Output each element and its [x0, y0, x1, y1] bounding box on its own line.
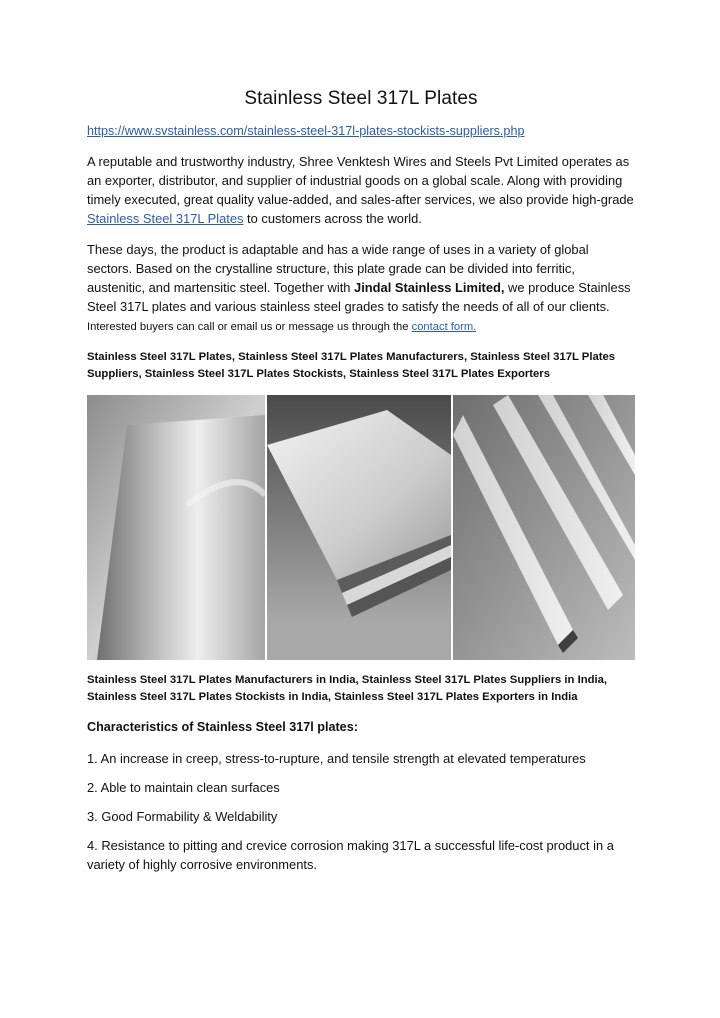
- page-title: Stainless Steel 317L Plates: [244, 88, 478, 109]
- plate-photo-2: [267, 395, 451, 660]
- characteristics-heading: Characteristics of Stainless Steel 317l plates:: [87, 720, 358, 734]
- plate-photo-3: [453, 395, 635, 660]
- list-item: 1. An increase in creep, stress-to-rupture, and tensile strength at elevated temperatures: [87, 751, 586, 766]
- uses-text: These days, the product is adaptable and has a wide range of uses in a variety of global sectors. Based on the crystalline structure, this plate grade can be divided into ferritic, austenitic, and martensitic steel. Together with: [87, 242, 589, 295]
- uses-paragraph: [87, 240, 635, 337]
- intro-paragraph: [87, 152, 635, 228]
- contact-form-link[interactable]: contact form.: [411, 321, 477, 333]
- keywords-block-1: Stainless Steel 317L Plates, Stainless Steel 317L Plates Manufacturers, Stainless Steel 317L Plates Suppliers, Stainless Steel 317L Plates Stockists, Stainless Steel 317L Plates Exporters: [87, 351, 616, 380]
- uses-text-continued: we produce Stainless Steel 317L plates and various stainless steel grades to satisfy the needs of all of our clients.: [87, 280, 631, 314]
- partner-name: Jindal Stainless Limited,: [354, 280, 505, 295]
- list-item: 4. Resistance to pitting and crevice corrosion making 317L a successful life-cost product in a variety of highly corrosive environments.: [87, 838, 614, 872]
- document-content: [87, 88, 635, 884]
- intro-text-end: to customers across the world.: [243, 211, 422, 226]
- list-item: 2. Able to maintain clean surfaces: [87, 780, 280, 795]
- contact-prompt: Interested buyers can call or email us or message us through the: [87, 321, 412, 333]
- product-image-strip: [87, 395, 635, 660]
- intro-text: A reputable and trustworthy industry, Shree Venktesh Wires and Steels Pvt Limited operates as an exporter, distributor, and supplier of industrial goods on a global scale. Along with providing timely executed, great quality value-added, and sales-after services, we also provide high-grade: [87, 154, 634, 207]
- product-link[interactable]: Stainless Steel 317L Plates: [87, 211, 244, 226]
- source-url-link[interactable]: https://www.svstainless.com/stainless-steel-317l-plates-stockists-suppliers.php: [87, 124, 525, 138]
- characteristics-list: [87, 749, 635, 874]
- list-item: 3. Good Formability & Weldability: [87, 809, 278, 824]
- keywords-block-2: Stainless Steel 317L Plates Manufacturers in India, Stainless Steel 317L Plates Suppliers in India, Stainless Steel 317L Plates Stockists in India, Stainless Steel 317L Plates Exporters in India: [87, 674, 608, 703]
- plate-photo-1: [87, 395, 265, 660]
